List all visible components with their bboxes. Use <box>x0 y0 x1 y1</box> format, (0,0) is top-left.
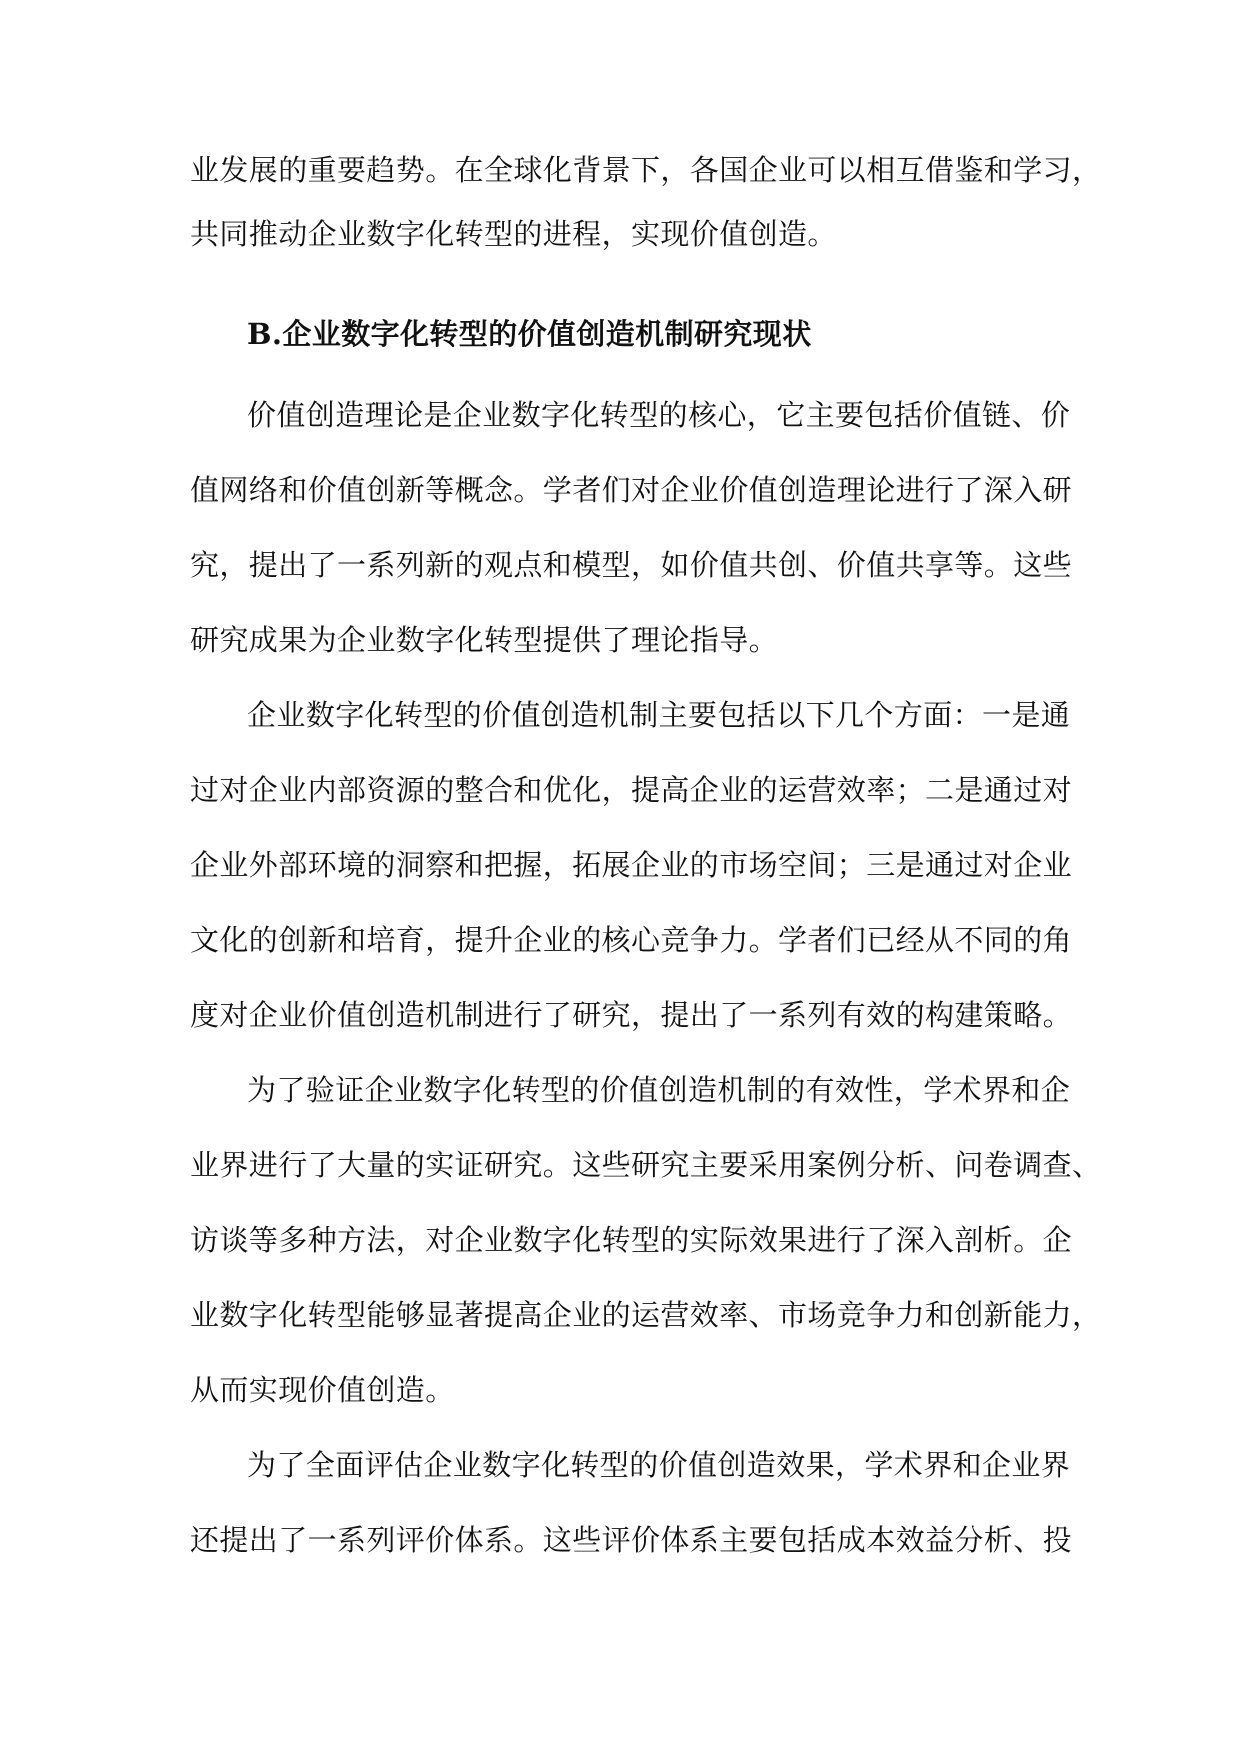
text-line: 从而实现价值创造。 <box>190 1373 455 1407</box>
text-line: 值网络和价值创新等概念。学者们对企业价值创造理论进行了深入研 <box>190 473 1073 507</box>
paragraph-first-line: 企业数字化转型的价值创造机制主要包括以下几个方面：一是通 <box>247 698 1071 732</box>
text-line: 业发展的重要趋势。在全球化背景下，各国企业可以相互借鉴和学习， <box>190 153 1102 187</box>
text-line: 企业外部环境的洞察和把握，拓展企业的市场空间；三是通过对企业 <box>190 848 1073 882</box>
section-heading: B.企业数字化转型的价值创造机制研究现状 <box>247 317 812 351</box>
text-line: 业界进行了大量的实证研究。这些研究主要采用案例分析、问卷调查、 <box>190 1148 1102 1182</box>
text-line: 度对企业价值创造机制进行了研究，提出了一系列有效的构建策略。 <box>190 998 1073 1032</box>
text-line: 过对企业内部资源的整合和优化，提高企业的运营效率；二是通过对 <box>190 773 1073 807</box>
paragraph-first-line: 为了验证企业数字化转型的价值创造机制的有效性，学术界和企 <box>247 1073 1071 1107</box>
text-line: 研究成果为企业数字化转型提供了理论指导。 <box>190 623 779 657</box>
text-line: 究，提出了一系列新的观点和模型，如价值共创、价值共享等。这些 <box>190 548 1073 582</box>
text-line: 访谈等多种方法，对企业数字化转型的实际效果进行了深入剖析。企 <box>190 1223 1073 1257</box>
text-line: 共同推动企业数字化转型的进程，实现价值创造。 <box>190 217 837 251</box>
text-line: 还提出了一系列评价体系。这些评价体系主要包括成本效益分析、投 <box>190 1523 1073 1557</box>
paragraph-first-line: 为了全面评估企业数字化转型的价值创造效果，学术界和企业界 <box>247 1448 1071 1482</box>
text-line: 业数字化转型能够显著提高企业的运营效率、市场竞争力和创新能力， <box>190 1298 1102 1332</box>
text-line: 文化的创新和培育，提升企业的核心竞争力。学者们已经从不同的角 <box>190 923 1073 957</box>
paragraph-first-line: 价值创造理论是企业数字化转型的核心，它主要包括价值链、价 <box>247 398 1071 432</box>
